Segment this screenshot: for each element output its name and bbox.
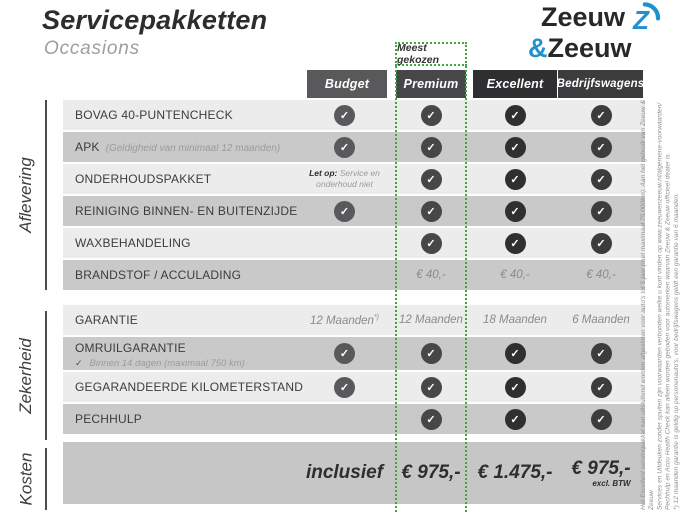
cell-budget: [300, 164, 389, 194]
row-label-cell: [63, 228, 300, 258]
table-row: [63, 260, 645, 290]
svg-text:Z: Z: [632, 5, 650, 35]
row-sublabel: (Geldigheid van minimaal 12 maanden): [105, 143, 281, 154]
cell-premium: [389, 228, 473, 258]
column-header-row: [63, 70, 645, 98]
fineprint: [640, 96, 681, 510]
table-row: [63, 372, 645, 402]
cell-value: 12 Maanden: [399, 314, 463, 326]
row-label: WAXBEHANDELING: [75, 236, 191, 250]
row-label-line: [75, 106, 300, 124]
logo-line1: [541, 4, 661, 35]
cell-budget: [300, 196, 389, 226]
row-label: REINIGING BINNEN- EN BUITENZIJDE: [75, 204, 298, 218]
row-subline-text: Binnen 14 dagen (maximaal 750 km): [89, 357, 245, 369]
cell-bedrijfswagens: [557, 372, 645, 402]
check-icon: ✓: [505, 201, 526, 222]
table-row: [63, 132, 645, 162]
fineprint-line: Het Excellent servicepakket kan uitsluitend worden afgesloten voor auto's tot 5 jaar (met maximaal 75.000km). Aan het gebruik van Zeeuw & Zeeuw: [639, 99, 656, 510]
logo-ampersand: &: [527, 33, 548, 63]
cell-value: 12 Maanden*): [309, 313, 379, 327]
cell-budget: [300, 442, 389, 504]
cell-bedrijfswagens: [557, 196, 645, 226]
comparison-table: [63, 70, 645, 506]
table-body: [63, 100, 645, 504]
cell-budget: [300, 372, 389, 402]
price-block: [306, 462, 383, 484]
cell-premium: [389, 100, 473, 130]
row-label-cell: [63, 305, 300, 335]
row-label-cell: [63, 337, 300, 370]
check-icon: ✓: [505, 137, 526, 158]
row-label: GEGARANDEERDE KILOMETERSTAND: [75, 380, 304, 394]
cell-premium: [389, 372, 473, 402]
row-label: APK: [75, 140, 100, 154]
cell-budget: [300, 228, 389, 258]
cell-excellent: [473, 164, 557, 194]
cell-bedrijfswagens: [557, 228, 645, 258]
table-row: [63, 164, 645, 194]
page-title: Servicepakketten: [42, 5, 268, 35]
row-label-line: [75, 170, 300, 188]
check-icon: ✓: [334, 105, 355, 126]
row-label-cell: [63, 372, 304, 402]
check-icon: ✓: [421, 169, 442, 190]
cell-budget: [300, 305, 389, 335]
check-icon: ✓: [334, 377, 355, 398]
table-row: [63, 442, 645, 504]
check-icon: ✓: [591, 137, 612, 158]
cell-excellent: [473, 404, 557, 434]
fineprint-line: Services en Uitdeuken zonder spuiten zijn voorwaarden verbonden welke u kunt vinden op www.zeeuwenzeeuw.nl/algemene-voorwaarden/: [656, 102, 664, 510]
check-small-icon: ✓: [75, 357, 83, 368]
cell-premium: [389, 404, 473, 434]
table-row: [63, 337, 645, 370]
check-icon: ✓: [505, 377, 526, 398]
row-label-cell: [63, 132, 300, 162]
fineprint-line: *) 12 maanden garantie is geldig op personenauto's, voor bedrijfswagens geldt een garantie van 6 maanden.: [672, 193, 680, 510]
price-value: € 975,-: [571, 458, 631, 479]
cell-value: € 40,-: [500, 269, 530, 281]
check-icon: ✓: [334, 201, 355, 222]
check-icon: ✓: [505, 233, 526, 254]
row-label-cell: [63, 196, 300, 226]
cell-bedrijfswagens: [557, 404, 645, 434]
row-label: BRANDSTOF / ACCULADING: [75, 268, 242, 282]
price-block: [571, 458, 630, 488]
cell-budget: [300, 132, 389, 162]
section-bar-zekerheid: [45, 311, 47, 440]
column-header-budget: Budget: [307, 70, 387, 98]
column-header-excellent: Excellent: [473, 70, 557, 98]
cell-budget: [300, 337, 389, 370]
section-bar-kosten: [45, 448, 47, 510]
meest-gekozen-badge: Meest gekozen: [395, 42, 467, 66]
row-label-cell: [63, 100, 300, 130]
check-icon: ✓: [334, 137, 355, 158]
check-icon: ✓: [421, 233, 442, 254]
row-label: ONDERHOUDSPAKKET: [75, 172, 212, 186]
check-icon: ✓: [591, 343, 612, 364]
row-label-cell: [63, 442, 300, 504]
check-icon: ✓: [505, 105, 526, 126]
column-header-bedrijfswagens: Bedrijfswagens: [558, 70, 643, 98]
row-label: BOVAG 40-PUNTENCHECK: [75, 108, 233, 122]
price-note: excl. BTW: [592, 479, 631, 488]
section-kosten: [63, 442, 645, 504]
row-label-line: [75, 202, 300, 220]
check-icon: ✓: [421, 105, 442, 126]
cell-bedrijfswagens: [557, 100, 645, 130]
row-label-line: [75, 410, 300, 428]
cell-excellent: [473, 337, 557, 370]
price-block: [401, 462, 460, 484]
check-icon: ✓: [591, 233, 612, 254]
cell-excellent: [473, 100, 557, 130]
cell-premium: [389, 337, 473, 370]
check-icon: ✓: [591, 377, 612, 398]
section-aflevering: [63, 100, 645, 290]
row-label-line: [75, 378, 304, 396]
row-label-cell: [63, 404, 300, 434]
check-icon: ✓: [421, 137, 442, 158]
cell-value: € 40,-: [416, 269, 446, 281]
cell-budget: [300, 260, 389, 290]
check-icon: ✓: [334, 343, 355, 364]
cell-premium: [389, 260, 473, 290]
table-row: [63, 228, 645, 258]
cell-value: € 40,-: [586, 269, 616, 281]
cell-premium: [389, 164, 473, 194]
check-icon: ✓: [421, 201, 442, 222]
check-icon: ✓: [421, 409, 442, 430]
row-label-line: [75, 339, 300, 357]
section-zekerheid: [63, 305, 645, 434]
cell-excellent: [473, 442, 557, 504]
price-value: € 1.475,-: [477, 462, 553, 483]
row-label-line: [75, 266, 300, 284]
cell-bedrijfswagens: [557, 164, 645, 194]
price-value: inclusief: [305, 462, 384, 483]
table-row: [63, 100, 645, 130]
cell-excellent: [473, 196, 557, 226]
row-label-cell: [63, 260, 300, 290]
logo-line2: [528, 35, 632, 61]
cell-premium: [389, 196, 473, 226]
check-icon: ✓: [421, 377, 442, 398]
check-icon: ✓: [591, 201, 612, 222]
page-subtitle: Occasions: [44, 38, 140, 59]
check-icon: ✓: [591, 409, 612, 430]
zeeuw-z-icon: [627, 1, 661, 35]
cell-bedrijfswagens: [557, 337, 645, 370]
cell-budget: [300, 404, 389, 434]
cell-bedrijfswagens: [557, 260, 645, 290]
price-block: [478, 462, 553, 484]
cell-excellent: [473, 260, 557, 290]
check-icon: ✓: [505, 169, 526, 190]
cell-bedrijfswagens: [557, 305, 645, 335]
check-icon: ✓: [505, 409, 526, 430]
row-label-cell: [63, 164, 300, 194]
cell-excellent: [473, 132, 557, 162]
cell-premium: [389, 305, 473, 335]
cell-excellent: [473, 228, 557, 258]
row-label: GARANTIE: [75, 313, 138, 327]
logo-word2: Zeeuw: [547, 33, 632, 63]
budget-note: Let op: Service en onderhoud niet: [309, 167, 380, 189]
logo-word1: Zeeuw: [540, 2, 625, 32]
row-label: OMRUILGARANTIE: [75, 340, 186, 355]
check-icon: ✓: [591, 105, 612, 126]
section-label-aflevering: Aflevering: [16, 157, 36, 233]
fineprint-line: Pechhulp en Accu Health Check kan alleen worden geboden voor automerken waarvan Zeeuw & Zeeuw officieel dealer is.: [664, 152, 672, 510]
price-value: € 975,-: [401, 462, 461, 483]
cell-value: 18 Maanden: [483, 314, 547, 326]
cell-premium: [389, 132, 473, 162]
row-label-line: [75, 234, 300, 252]
check-icon: ✓: [421, 343, 442, 364]
column-header-premium: Premium: [396, 70, 466, 98]
cell-budget: [300, 100, 389, 130]
cell-premium: [389, 442, 473, 504]
cell-value: 6 Maanden: [572, 314, 630, 326]
check-icon: ✓: [505, 343, 526, 364]
row-label-line: [75, 138, 300, 156]
cell-bedrijfswagens: [557, 442, 645, 504]
table-row: [63, 305, 645, 335]
cell-excellent: [473, 372, 557, 402]
row-subline: [75, 358, 300, 369]
brand-logo: [528, 4, 661, 61]
cell-bedrijfswagens: [557, 132, 645, 162]
cell-excellent: [473, 305, 557, 335]
row-label: PECHHULP: [75, 412, 142, 426]
table-row: [63, 404, 645, 434]
table-row: [63, 196, 645, 226]
section-label-zekerheid: Zekerheid: [16, 337, 36, 414]
row-label-line: [75, 311, 300, 329]
check-icon: ✓: [591, 169, 612, 190]
section-label-kosten: Kosten: [16, 452, 35, 506]
section-bar-aflevering: [45, 100, 47, 290]
